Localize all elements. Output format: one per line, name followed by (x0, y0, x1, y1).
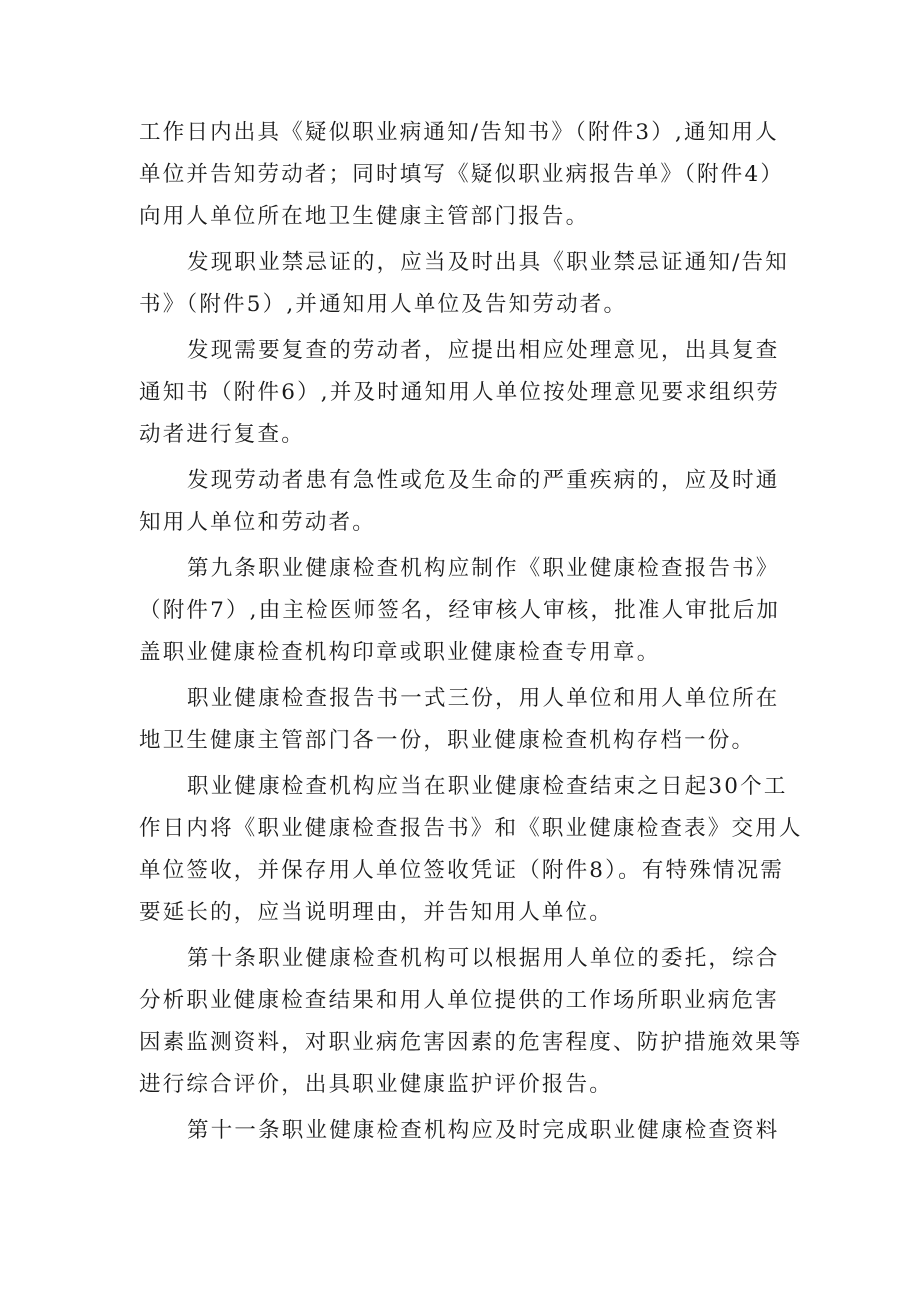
article-10-first-line: 第十条职业健康检查机构可以根据用人单位的委托，综合 (187, 946, 780, 971)
text-line: 作日内将《职业健康检查报告书》和《职业健康检查表》交用人 (139, 816, 803, 841)
paragraph-first-line: 发现劳动者患有急性或危及生命的严重疾病的，应及时通 (187, 468, 780, 493)
article-11-first-line: 第十一条职业健康检查机构应及时完成职业健康检查资料 (187, 1118, 780, 1143)
text-line: 单位签收，并保存用人单位签收凭证（附件8）。有特殊情况需 (139, 858, 785, 883)
text-line: 单位并告知劳动者；同时填写《疑似职业病报告单》（附件4） (139, 162, 785, 187)
text-line: 进行综合评价，出具职业健康监护评价报告。 (139, 1072, 614, 1097)
text-line: 盖职业健康检查机构印章或职业健康检查专用章。 (139, 640, 661, 665)
text-line: 要延长的，应当说明理由，并告知用人单位。 (139, 900, 614, 925)
paragraph-first-line: 职业健康检查报告书一式三份，用人单位和用人单位所在 (187, 686, 780, 711)
paragraph-first-line: 发现需要复查的劳动者，应提出相应处理意见，出具复查 (187, 338, 780, 363)
text-line: 因素监测资料，对职业病危害因素的危害程度、防护措施效果等 (139, 1030, 803, 1055)
article-9-first-line: 第九条职业健康检查机构应制作《职业健康检查报告书》 (187, 556, 780, 581)
text-line: 分析职业健康检查结果和用人单位提供的工作场所职业病危害 (139, 988, 779, 1013)
text-line: 书》（附件5）,并通知用人单位及告知劳动者。 (139, 292, 628, 317)
text-line: 知用人单位和劳动者。 (139, 510, 377, 535)
text-line: （附件7）,由主检医师签名，经审核人审核，批准人审批后加 (139, 598, 781, 623)
paragraph-first-line: 发现职业禁忌证的，应当及时出具《职业禁忌证通知/告知 (187, 250, 789, 275)
text-line: 动者进行复查。 (139, 422, 305, 447)
text-line: 工作日内出具《疑似职业病通知/告知书》（附件3）,通知用人 (139, 120, 779, 145)
text-line: 地卫生健康主管部门各一份，职业健康检查机构存档一份。 (139, 728, 756, 753)
paragraph-first-line: 职业健康检查机构应当在职业健康检查结束之日起30个工 (187, 774, 788, 799)
text-line: 向用人单位所在地卫生健康主管部门报告。 (139, 204, 590, 229)
text-line: 通知书（附件6）,并及时通知用人单位按处理意见要求组织劳 (139, 380, 781, 405)
